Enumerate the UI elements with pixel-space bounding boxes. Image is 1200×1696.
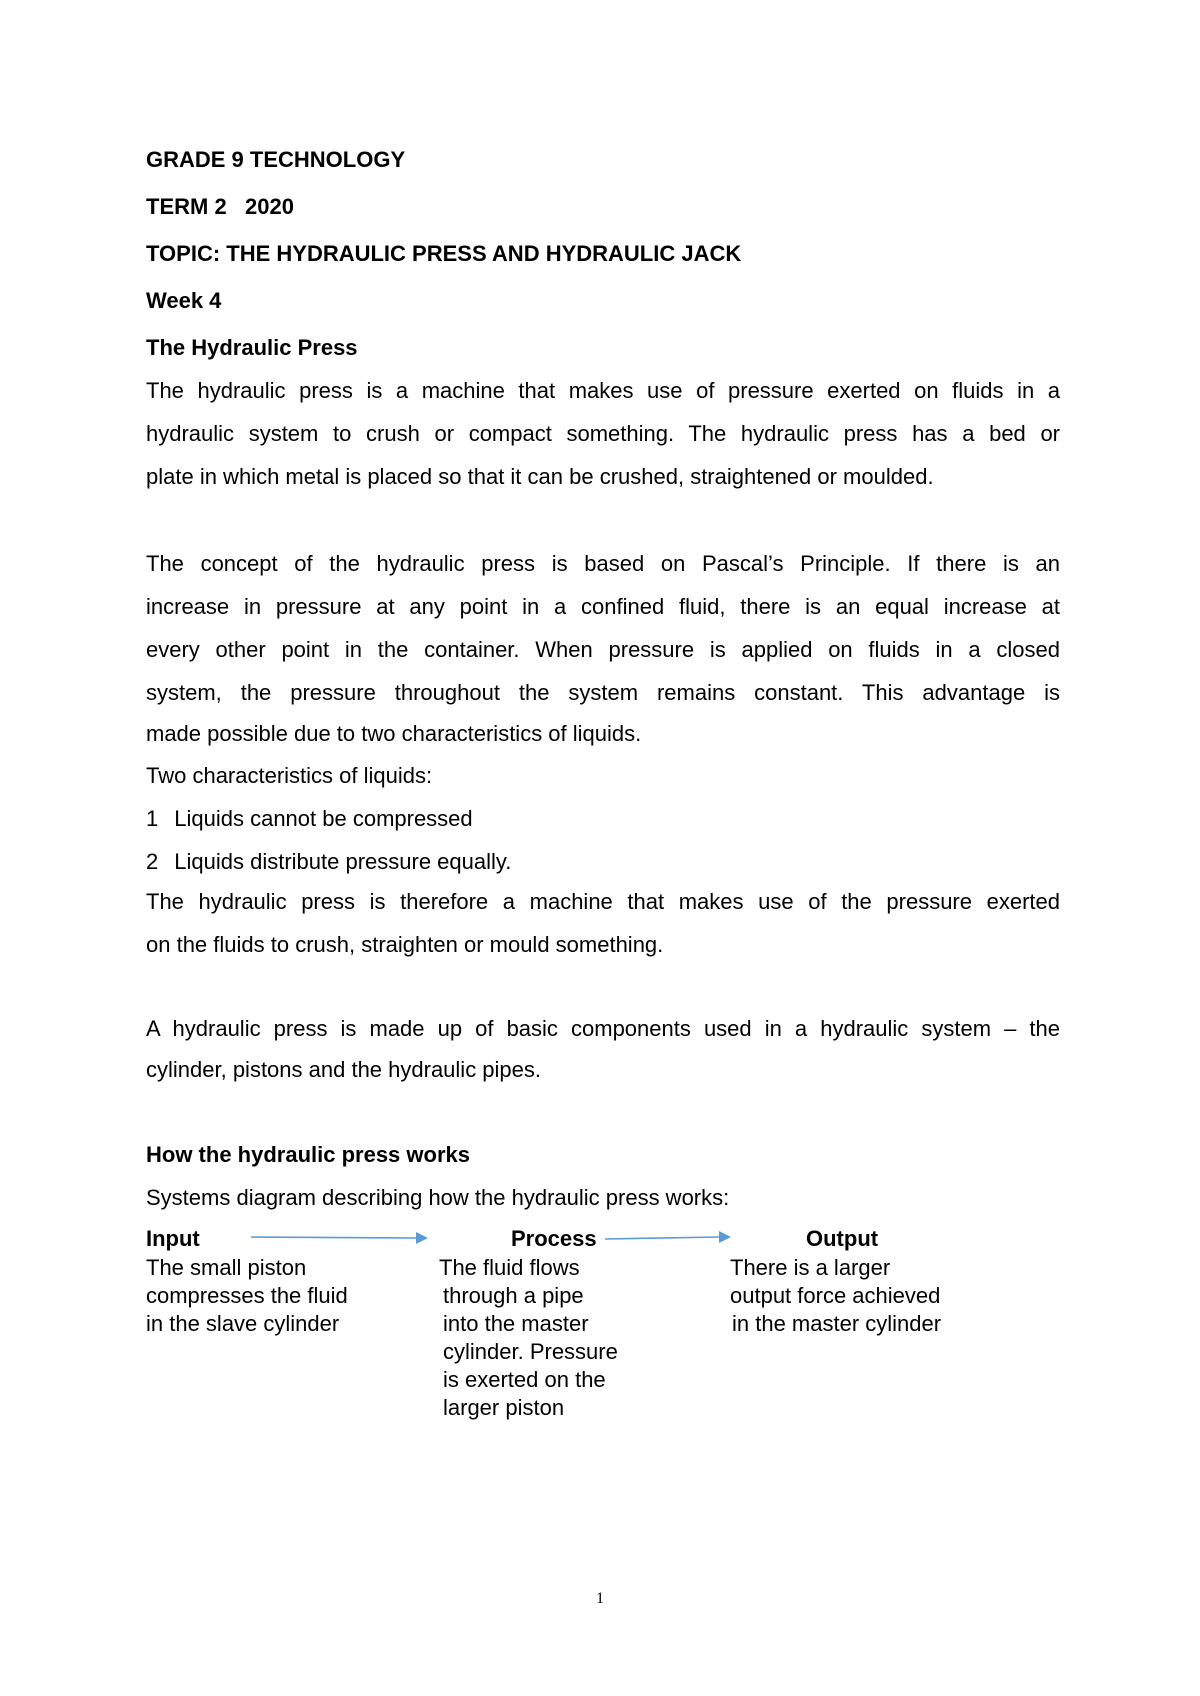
arrow-line	[251, 1237, 418, 1238]
arrow-head	[416, 1232, 428, 1244]
paragraph-line: system, the pressure throughout the system remains constant. This advantage is	[146, 680, 1060, 705]
arrow-process-to-output	[605, 1231, 731, 1243]
paragraph-line: hydraulic system to crush or compact something. The hydraulic press has a bed or	[146, 421, 1060, 446]
diagram-input-label: Input	[146, 1226, 200, 1251]
list-intro: Two characteristics of liquids:	[146, 763, 433, 788]
document-week: Week 4	[146, 288, 222, 313]
diagram-output-label: Output	[806, 1226, 879, 1251]
document-grade: GRADE 9 TECHNOLOGY	[146, 147, 406, 172]
diagram-process-line: is exerted on the	[443, 1367, 606, 1392]
document-term: TERM 2 2020	[146, 194, 294, 219]
diagram-process-label: Process	[511, 1226, 597, 1251]
paragraph-line: on the fluids to crush, straighten or mould something.	[146, 932, 664, 957]
diagram-input-line: The small piston	[146, 1255, 307, 1280]
arrow-head	[719, 1231, 731, 1243]
paragraph-line: A hydraulic press is made up of basic components used in a hydraulic system – the	[146, 1016, 1060, 1041]
paragraph-line: increase in pressure at any point in a confined fluid, there is an equal increase at	[146, 594, 1060, 619]
paragraph-line: every other point in the container. When pressure is applied on fluids in a closed	[146, 637, 1060, 662]
document-topic: TOPIC: THE HYDRAULIC PRESS AND HYDRAULIC JACK	[146, 241, 742, 266]
diagram-input-line: in the slave cylinder	[146, 1311, 340, 1336]
diagram-intro: Systems diagram describing how the hydraulic press works:	[146, 1185, 730, 1210]
diagram-process-line: into the master	[443, 1311, 589, 1336]
diagram-process-line: larger piston	[443, 1395, 565, 1420]
arrow-line	[605, 1237, 720, 1239]
section-heading-how-it-works: How the hydraulic press works	[146, 1142, 470, 1167]
section-heading-hydraulic-press: The Hydraulic Press	[146, 335, 358, 360]
diagram-process-line: The fluid flows	[439, 1255, 580, 1280]
list-item-number: 1	[146, 806, 159, 831]
list-item-text: Liquids distribute pressure equally.	[174, 849, 512, 874]
paragraph-line: cylinder, pistons and the hydraulic pipes.	[146, 1057, 542, 1082]
diagram-input-line: compresses the fluid	[146, 1283, 348, 1308]
diagram-output-line: There is a larger	[730, 1255, 891, 1280]
arrow-input-to-process	[251, 1232, 428, 1244]
paragraph-line: The hydraulic press is a machine that makes use of pressure exerted on fluids in a	[146, 378, 1060, 403]
paragraph-line: made possible due to two characteristics of liquids.	[146, 721, 642, 746]
diagram-output-line: output force achieved	[730, 1283, 941, 1308]
paragraph-line: The hydraulic press is therefore a machine that makes use of the pressure exerted	[146, 889, 1060, 914]
diagram-output-line: in the master cylinder	[732, 1311, 942, 1336]
diagram-process-line: through a pipe	[443, 1283, 584, 1308]
list-item-text: Liquids cannot be compressed	[174, 806, 473, 831]
paragraph-line: plate in which metal is placed so that it can be crushed, straightened or moulded.	[146, 464, 934, 489]
list-item-number: 2	[146, 849, 159, 874]
diagram-process-line: cylinder. Pressure	[443, 1339, 618, 1364]
paragraph-line: The concept of the hydraulic press is based on Pascal’s Principle. If there is an	[146, 551, 1060, 576]
page-number: 1	[596, 1590, 604, 1607]
